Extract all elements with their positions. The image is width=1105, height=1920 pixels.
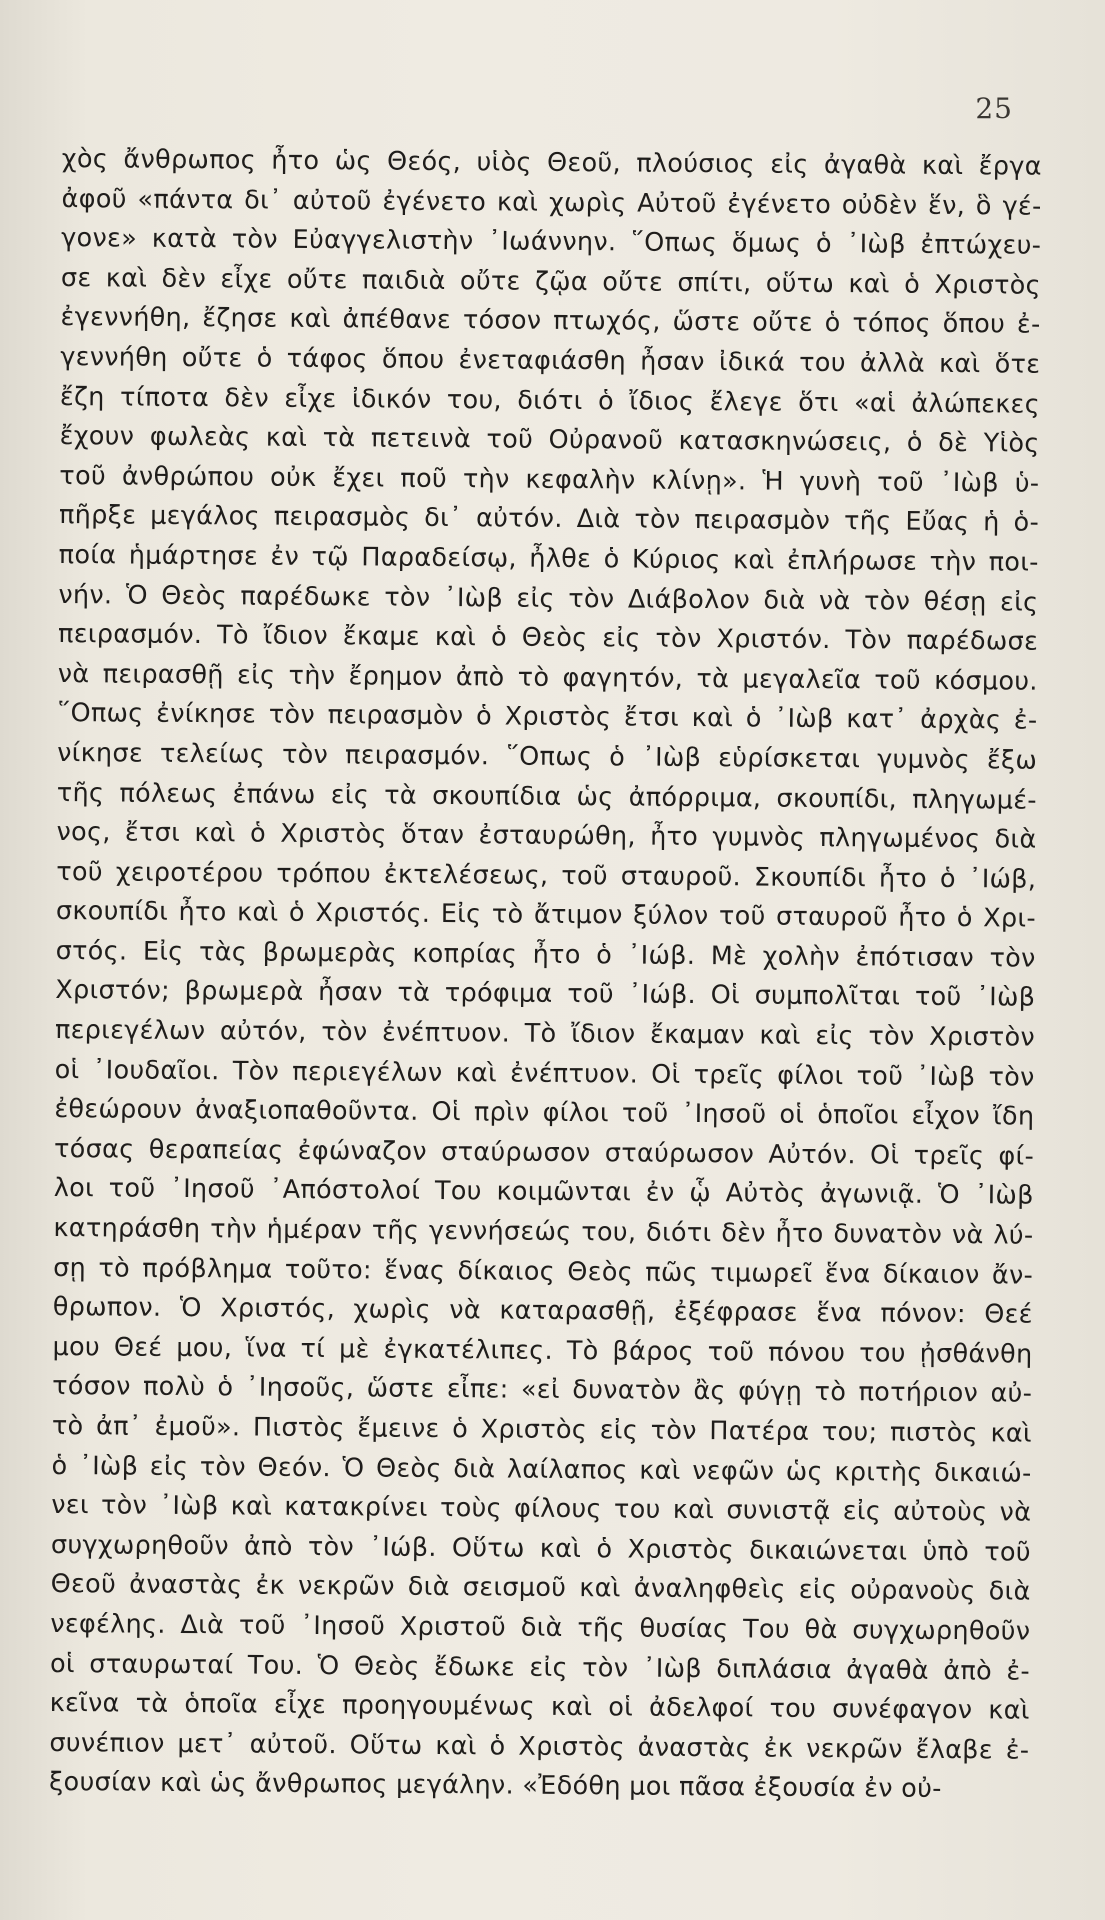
- text-line: συνέπιον μετ᾿ αὐτοῦ. Οὕτω καὶ ὁ Χριστὸς ἀναστὰς ἐκ νεκρῶν ἔλαβε ἐ-: [49, 1727, 1030, 1766]
- text-line: ἀφοῦ «πάντα δι᾿ αὐτοῦ ἐγένετο καὶ χωρὶς Αὐτοῦ ἐγένετο οὐδὲν ἕν, ὃ γέ-: [61, 183, 1042, 222]
- text-line: οἱ ᾿Ιουδαῖοι. Τὸν περιεγέλων καὶ ἐνέπτυον. Οἱ τρεῖς φίλοι τοῦ ᾿Ιὼβ τὸν: [54, 1054, 1035, 1093]
- text-line: τόσας θεραπείας ἐφώναζον σταύρωσον σταύρωσον Αὐτόν. Οἱ τρεῖς φί-: [53, 1133, 1035, 1172]
- text-line: λοι τοῦ ᾿Ιησοῦ ᾿Απόστολοί Του κοιμῶνται ἐν ᾧ Αὐτὸς ἀγωνιᾷ. Ὁ ᾿Ιὼβ: [53, 1173, 1034, 1212]
- text-line: ποία ἡμάρτησε ἐν τῷ Παραδείσῳ, ἦλθε ὁ Κύριος καὶ ἐπλήρωσε τὴν ποι-: [58, 539, 1039, 578]
- text-line: τοῦ ἀνθρώπου οὐκ ἔχει ποῦ τὴν κεφαλὴν κλίνῃ». Ἡ γυνὴ τοῦ ᾿Ιὼβ ὑ-: [59, 460, 1040, 499]
- text-line: νὰ πειρασθῇ εἰς τὴν ἔρημον ἀπὸ τὸ φαγητόν, τὰ μεγαλεῖα τοῦ κόσμου.: [57, 658, 1038, 697]
- text-line: σῃ τὸ πρόβλημα τοῦτο: ἕνας δίκαιος Θεὸς πῶς τιμωρεῖ ἕνα δίκαιον ἄν-: [53, 1252, 1034, 1291]
- text-line: τὸ ἀπ᾿ ἐμοῦ». Πιστὸς ἔμεινε ὁ Χριστὸς εἰς τὸν Πατέρα του; πιστὸς καὶ: [51, 1410, 1032, 1449]
- text-line: πειρασμόν. Τὸ ἴδιον ἔκαμε καὶ ὁ Θεὸς εἰς τὸν Χριστόν. Τὸν παρέδωσε: [58, 619, 1039, 657]
- text-line: νήν. Ὁ Θεὸς παρέδωκε τὸν ᾿Ιὼβ εἰς τὸν Διάβολον διὰ νὰ τὸν θέσῃ εἰς: [58, 579, 1039, 618]
- text-line: νεφέλης. Διὰ τοῦ ᾿Ιησοῦ Χριστοῦ διὰ τῆς θυσίας Του θὰ συγχωρηθοῦν: [50, 1608, 1031, 1647]
- text-line: νίκησε τελείως τὸν πειρασμόν. ῞Οπως ὁ ᾿Ιὼβ εὑρίσκεται γυμνὸς ἔξω: [57, 737, 1038, 776]
- text-line: συγχωρηθοῦν ἀπὸ τὸν ᾿Ιώβ. Οὕτω καὶ ὁ Χριστὸς δικαιώνεται ὑπὸ τοῦ: [50, 1529, 1032, 1568]
- text-line: νει τὸν ᾿Ιὼβ καὶ κατακρίνει τοὺς φίλους του καὶ συνιστᾷ εἰς αὐτοὺς νὰ: [51, 1490, 1032, 1528]
- text-line: Χριστόν; βρωμερὰ ἦσαν τὰ τρόφιμα τοῦ ᾿Ιώβ. Οἱ συμπολῖται τοῦ ᾿Ιὼβ: [55, 975, 1036, 1014]
- text-line: θρωπον. Ὁ Χριστός, χωρὶς νὰ καταρασθῇ, ἐξέφρασε ἕνα πόνον: Θεέ: [52, 1292, 1033, 1330]
- text-line: ῞Οπως ἐνίκησε τὸν πειρασμὸν ὁ Χριστὸς ἔτσι καὶ ὁ ᾿Ιὼβ κατ᾿ ἀρχὰς ἐ-: [57, 698, 1038, 736]
- text-line: Θεοῦ ἀναστὰς ἐκ νεκρῶν διὰ σεισμοῦ καὶ ἀναληφθεὶς εἰς οὐρανοὺς διὰ: [50, 1569, 1031, 1608]
- text-line: σε καὶ δὲν εἶχε οὔτε παιδιὰ οὔτε ζῷα οὔτε σπίτι, οὕτω καὶ ὁ Χριστὸς: [60, 262, 1042, 301]
- text-line: περιεγέλων αὐτόν, τὸν ἐνέπτυον. Τὸ ἴδιον ἔκαμαν καὶ εἰς τὸν Χριστὸν: [54, 1015, 1036, 1053]
- text-line: τοῦ χειροτέρου τρόπου ἐκτελέσεως, τοῦ σταυροῦ. Σκουπίδι ἦτο ὁ ᾿Ιώβ,: [56, 856, 1037, 895]
- text-line: τόσον πολὺ ὁ ᾿Ιησοῦς, ὥστε εἶπε: «εἰ δυνατὸν ἂς φύγῃ τὸ ποτήριον αὐ-: [52, 1371, 1033, 1410]
- text-line: ὁ ᾿Ιὼβ εἰς τὸν Θεόν. Ὁ Θεὸς διὰ λαίλαπος καὶ νεφῶν ὡς κριτὴς δικαιώ-: [51, 1450, 1032, 1489]
- text-line: τῆς πόλεως ἐπάνω εἰς τὰ σκουπίδια ὡς ἀπόρριμα, σκουπίδι, πληγωμέ-: [56, 777, 1037, 816]
- text-line: ξουσίαν καὶ ὡς ἄνθρωπος μεγάλην. «Ἐδόθη μοι πᾶσα ἐξουσία ἐν οὐ-: [48, 1767, 942, 1805]
- text-line: οἱ σταυρωταί Του. Ὁ Θεὸς ἔδωκε εἰς τὸν ᾿Ιὼβ διπλάσια ἀγαθὰ ἀπὸ ἐ-: [49, 1648, 1031, 1687]
- text-line: σκουπίδι ἦτο καὶ ὁ Χριστός. Εἰς τὸ ἄτιμον ξύλον τοῦ σταυροῦ ἦτο ὁ Χρι-: [55, 896, 1037, 934]
- text-line: γονε» κατὰ τὸν Εὐαγγελιστὴν ᾿Ιωάννην. ῞Οπως ὅμως ὁ ᾿Ιὼβ ἐπτώχευ-: [61, 223, 1042, 261]
- page-number: 25: [975, 92, 1013, 125]
- text-line: ἐθεώρουν ἀναξιοπαθοῦντα. Οἱ πρὶν φίλοι τοῦ ᾿Ιησοῦ οἱ ὁποῖοι εἶχον ἴδη: [54, 1094, 1035, 1132]
- text-line: ἔχουν φωλεὰς καὶ τὰ πετεινὰ τοῦ Οὐρανοῦ κατασκηνώσεις, ὁ δὲ Υἱὸς: [59, 421, 1040, 459]
- text-line: γεννήθη οὔτε ὁ τάφος ὅπου ἐνεταφιάσθη ἦσαν ἰδικά του ἀλλὰ καὶ ὅτε: [60, 341, 1041, 380]
- text-line: νος, ἔτσι καὶ ὁ Χριστὸς ὅταν ἐσταυρώθη, ἦτο γυμνὸς πληγωμένος διὰ: [56, 817, 1037, 855]
- text-line: στός. Εἰς τὰς βρωμερὰς κοπρίας ἦτο ὁ ᾿Ιώβ. Μὲ χολὴν ἐπότισαν τὸν: [55, 935, 1036, 974]
- text-line: μου Θεέ μου, ἵνα τί μὲ ἐγκατέλιπες. Τὸ βάρος τοῦ πόνου του ᾐσθάνθη: [52, 1331, 1033, 1370]
- text-line: ἔζη τίποτα δὲν εἶχε ἰδικόν του, διότι ὁ ἴδιος ἔλεγε ὅτι «αἱ ἀλώπεκες: [59, 381, 1041, 420]
- body-text: [49, 140, 1042, 1811]
- text-line: κατηράσθη τὴν ἡμέραν τῆς γεννήσεώς του, διότι δὲν ἦτο δυνατὸν νὰ λύ-: [53, 1212, 1034, 1251]
- text-line: χὸς ἄνθρωπος ἦτο ὡς Θεός, υἱὸς Θεοῦ, πλούσιος εἰς ἀγαθὰ καὶ ἔργα: [61, 143, 1042, 182]
- text-line: κεῖνα τὰ ὁποῖα εἶχε προηγουμένως καὶ οἱ ἀδελφοί του συνέφαγον καὶ: [49, 1688, 1030, 1726]
- text-line: πῆρξε μεγάλος πειρασμὸς δι᾿ αὐτόν. Διὰ τὸν πειρασμὸν τῆς Εὔας ἡ ὁ-: [58, 500, 1040, 539]
- text-line: ἐγεννήθη, ἔζησε καὶ ἀπέθανε τόσον πτωχός, ὥστε οὔτε ὁ τόπος ὅπου ἐ-: [60, 302, 1041, 341]
